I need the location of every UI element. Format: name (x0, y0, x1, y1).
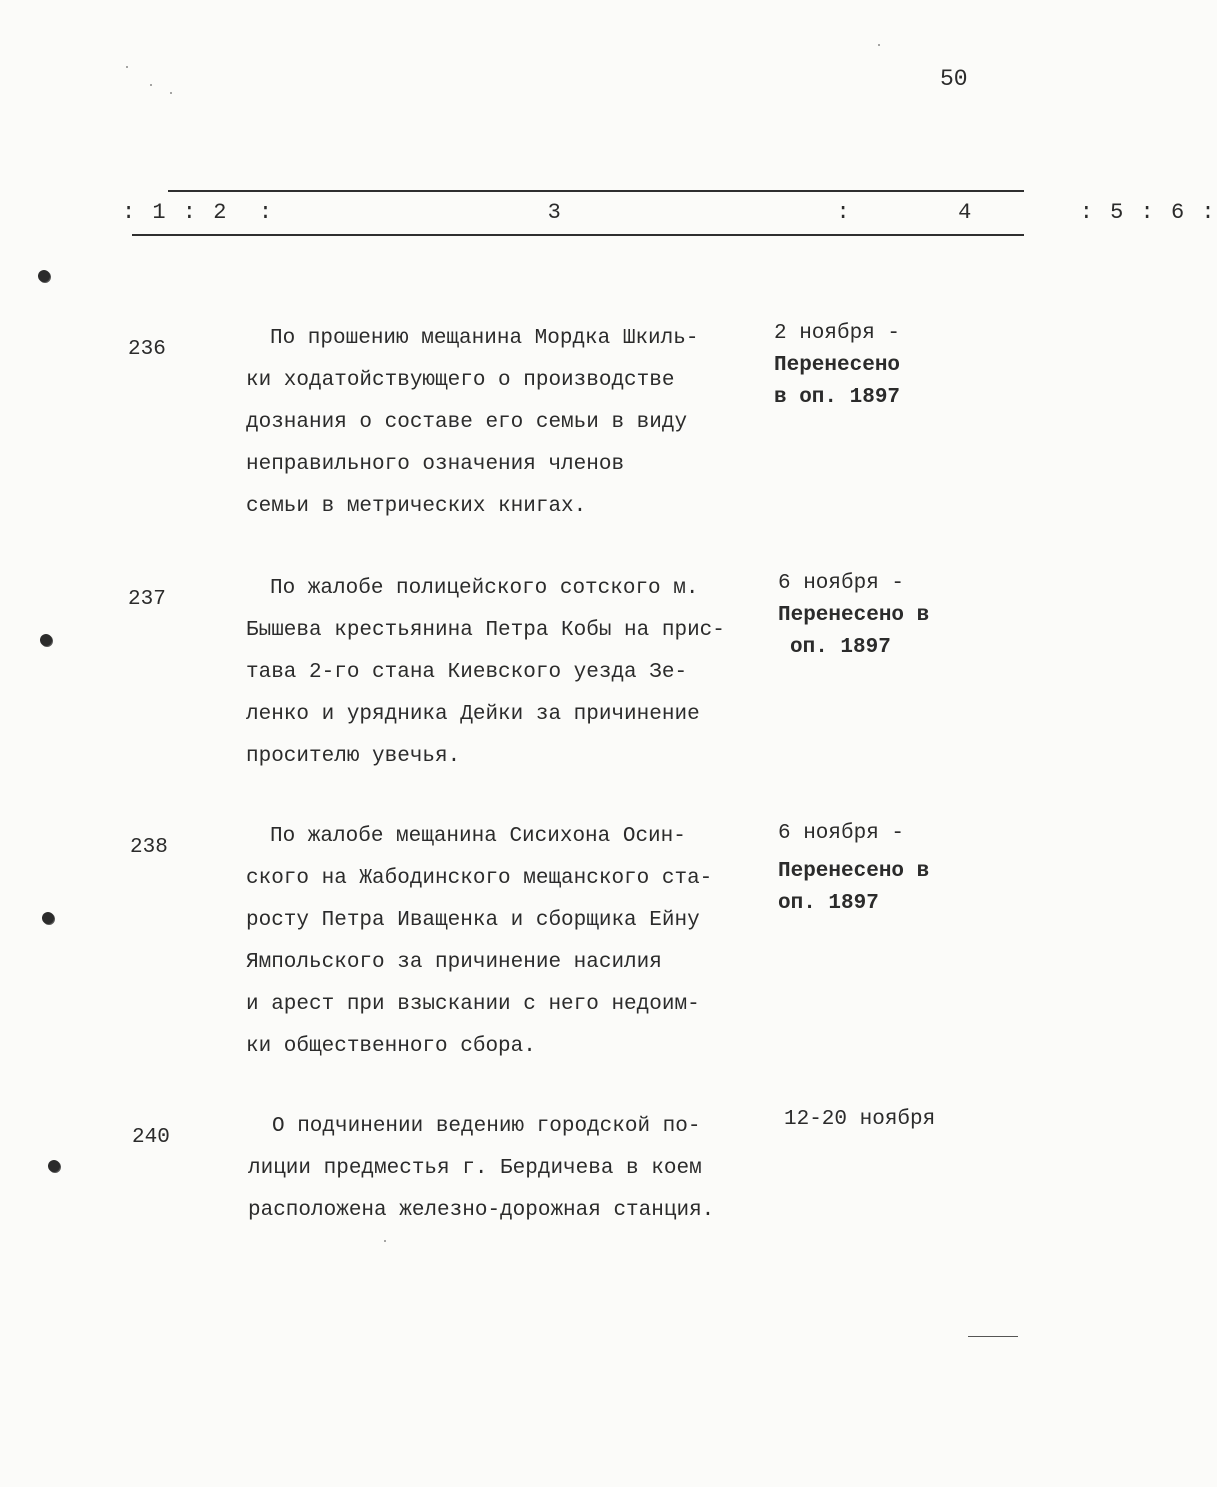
desc-line: О подчинении ведению городской по- (272, 1115, 701, 1138)
column-header: : 1 : 2 : 3 : 4 : 5 : 6 : (122, 200, 1217, 225)
punch-hole-icon (42, 912, 54, 924)
note-line: 6 ноября - (778, 572, 905, 595)
desc-line: просителю увечья. (246, 745, 461, 768)
entry-description-236 (246, 318, 746, 528)
punch-hole-icon (38, 270, 50, 282)
note-line: 12-20 ноября (784, 1108, 936, 1131)
entry-note-240 (784, 1104, 935, 1136)
punch-hole-icon (40, 634, 52, 646)
desc-line: По жалобе полицейского сотского м. (270, 577, 699, 600)
desc-line: дознания о составе его семьи в виду (246, 411, 688, 434)
page-number: 50 (940, 66, 968, 92)
note-line: Перенесено (774, 354, 901, 377)
desc-line: ки ходатойствующего о производстве (246, 369, 675, 392)
note-line: оп. 1897 (790, 636, 891, 659)
desc-line: По прошению мещанина Мордка Шкиль- (270, 327, 699, 350)
paper-speck (384, 1240, 386, 1242)
desc-line: неправильного означения членов (246, 453, 625, 476)
desc-line: По жалобе мещанина Сисихона Осин- (270, 825, 686, 848)
desc-line: ского на Жабодинского мещанского ста- (246, 867, 713, 890)
entry-number-237: 237 (128, 588, 166, 611)
entry-description-238 (246, 816, 746, 1068)
margin-mark (968, 1336, 1018, 1337)
desc-line: росту Петра Иващенка и сборщика Ейну (246, 909, 700, 932)
note-line: 6 ноября - (778, 822, 905, 845)
note-line: 2 ноября - (774, 322, 901, 345)
note-line: Перенесено в (778, 860, 930, 883)
entry-number-240: 240 (132, 1126, 170, 1149)
paper-speck (126, 66, 128, 68)
paper-speck (170, 92, 172, 94)
note-line: Перенесено в (778, 604, 930, 627)
entry-number-238: 238 (130, 836, 168, 859)
header-top-rule (168, 190, 1024, 192)
note-line: в оп. 1897 (774, 386, 901, 409)
paper-speck (150, 84, 152, 86)
note-line: оп. 1897 (778, 892, 879, 915)
entry-note-236 (774, 318, 900, 414)
desc-line: ленко и урядника Дейки за причинение (246, 703, 700, 726)
desc-line: лиции предместья г. Бердичева в коем (248, 1157, 702, 1180)
desc-line: тава 2-го стана Киевского уезда Зе- (246, 661, 688, 684)
entry-description-240 (248, 1106, 748, 1232)
header-bottom-rule (132, 234, 1024, 236)
entry-note-237 (778, 568, 929, 664)
desc-line: Ямпольского за причинение насилия (246, 951, 662, 974)
desc-line: Бышева крестьянина Петра Кобы на прис- (246, 619, 725, 642)
desc-line: семьи в метрических книгах. (246, 495, 587, 518)
paper-speck (878, 44, 880, 46)
desc-line: ки общественного сбора. (246, 1035, 536, 1058)
desc-line: расположена железно-дорожная станция. (248, 1199, 715, 1222)
desc-line: и арест при взыскании с него недоим- (246, 993, 700, 1016)
entry-note-238 (778, 818, 929, 920)
entry-number-236: 236 (128, 338, 166, 361)
punch-hole-icon (48, 1160, 60, 1172)
entry-description-237 (246, 568, 746, 778)
